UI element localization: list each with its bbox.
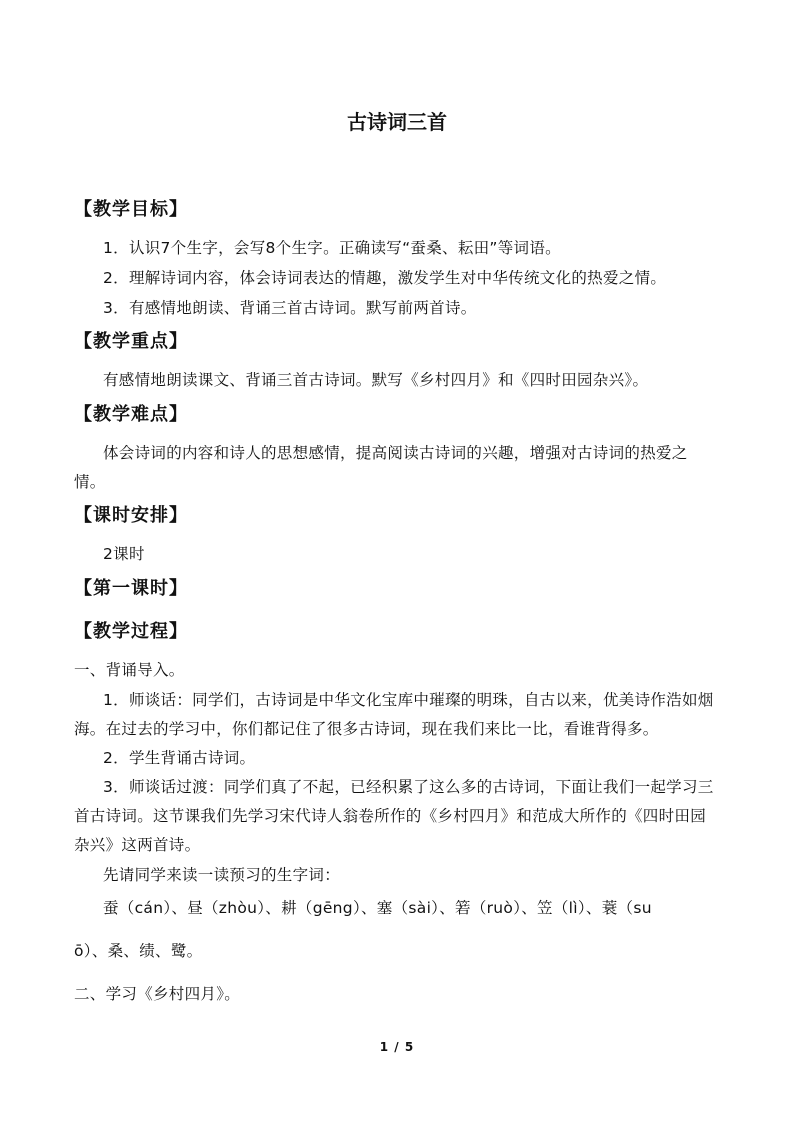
step-2: 二、学习《乡村四月》。	[74, 985, 241, 1003]
first-lesson-heading: 【第一课时】	[74, 578, 188, 599]
step-1-1-line2: 海。在过去的学习中，你们都记住了很多古诗词，现在我们来比一比，看谁背得多。	[74, 720, 659, 738]
vocab-line1: 蚕（cán）、昼（zhòu）、耕（gēng）、塞（sài）、箬（ruò）、笠（lì）、蓑（su	[103, 899, 652, 917]
step-1-3-line1: 3．师谈话过渡：同学们真了不起，已经积累了这么多的古诗词，下面让我们一起学习三	[103, 778, 714, 796]
objectives-heading: 【教学目标】	[74, 199, 188, 220]
difficulty-text-line2: 情。	[74, 473, 106, 491]
step-1-1-line1: 1．师谈话：同学们，古诗词是中华文化宝库中璀璨的明珠，自古以来，优美诗作浩如烟	[103, 691, 714, 709]
step-1: 一、背诵导入。	[74, 661, 185, 679]
focus-text: 有感情地朗读课文、背诵三首古诗词。默写《乡村四月》和《四时田园杂兴》。	[103, 371, 649, 389]
preview-intro: 先请同学来读一读预习的生字词：	[103, 866, 341, 884]
process-heading: 【教学过程】	[74, 621, 188, 642]
schedule-text: 2课时	[103, 545, 145, 563]
page-indicator: 1 / 5	[379, 1040, 415, 1054]
objective-1: 1．认识7个生字，会写8个生字。正确读写“蚕桑、耘田”等词语。	[103, 239, 561, 257]
document-title: 古诗词三首	[347, 110, 447, 134]
objective-3: 3．有感情地朗读、背诵三首古诗词。默写前两首诗。	[103, 299, 477, 317]
step-1-3-line2: 首古诗词。这节课我们先学习宋代诗人翁卷所作的《乡村四月》和范成大所作的《四时田园	[74, 807, 707, 825]
focus-heading: 【教学重点】	[74, 331, 188, 352]
step-1-3-line3: 杂兴》这两首诗。	[74, 836, 201, 854]
vocab-line2: ō）、桑、绩、鹭。	[74, 942, 203, 960]
schedule-heading: 【课时安排】	[74, 505, 188, 526]
objective-2: 2．理解诗词内容，体会诗词表达的情趣，激发学生对中华传统文化的热爱之情。	[103, 269, 667, 287]
step-1-2: 2．学生背诵古诗词。	[103, 749, 256, 767]
difficulty-heading: 【教学难点】	[74, 404, 188, 425]
difficulty-text-line1: 体会诗词的内容和诗人的思想感情，提高阅读古诗词的兴趣，增强对古诗词的热爱之	[103, 444, 688, 462]
